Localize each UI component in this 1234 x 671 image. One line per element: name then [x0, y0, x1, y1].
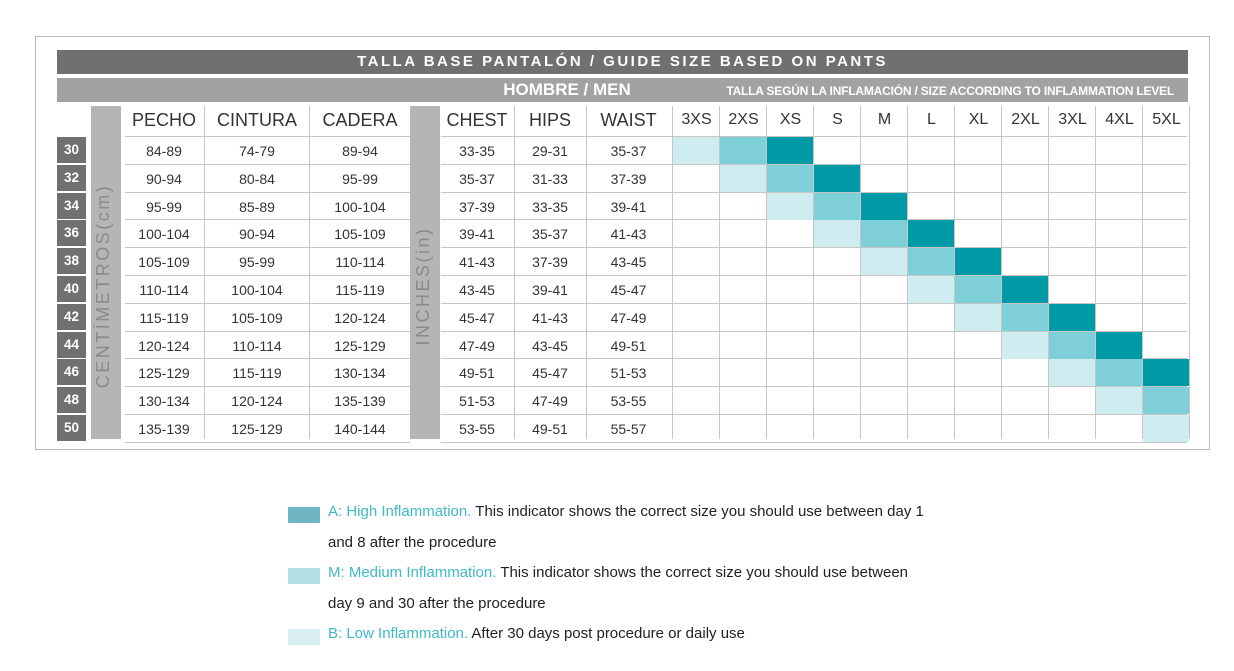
- level-cell-low: [1143, 415, 1189, 442]
- table-subtitle-bar: [57, 78, 1188, 102]
- cell-pecho: 105-109: [138, 254, 190, 270]
- table-title: TALLA BASE PANTALÓN / GUIDE SIZE BASED ON PANTS: [57, 50, 1188, 74]
- level-cell-low: [814, 220, 860, 247]
- table-subtitle: HOMBRE / MEN: [503, 80, 631, 99]
- row-line: [125, 414, 410, 415]
- legend-high: [328, 502, 924, 522]
- level-cell-medium: [720, 137, 766, 164]
- cell-chest: 37-39: [459, 199, 495, 215]
- row-line: [441, 414, 1187, 415]
- column-header-cintura: CINTURA: [217, 110, 297, 130]
- level-cell-low: [767, 193, 813, 220]
- cell-pecho: 115-119: [139, 310, 189, 326]
- row-size-30: 30: [57, 137, 86, 163]
- cell-chest: 51-53: [459, 393, 495, 409]
- row-size-34: 34: [57, 193, 86, 219]
- cell-chest: 47-49: [459, 338, 495, 354]
- legend-medium-text2: day 9 and 30 after the procedure: [328, 595, 546, 612]
- legend-medium: [328, 563, 908, 583]
- level-cell-low: [908, 276, 954, 303]
- row-line: [125, 303, 410, 304]
- cm-label: CENTÍMETROS(cm): [93, 183, 113, 389]
- row-size-50: 50: [57, 415, 86, 441]
- cell-cadera: 100-104: [334, 199, 386, 215]
- cell-cadera: 130-134: [334, 365, 386, 381]
- row-line: [441, 247, 1187, 248]
- size-header-xl: XL: [968, 111, 989, 128]
- cell-chest: 49-51: [459, 365, 495, 381]
- cell-pecho: 84-89: [146, 143, 182, 159]
- cell-chest: 39-41: [459, 226, 495, 242]
- legend-medium-text: This indicator shows the correct size you should use between: [496, 564, 908, 581]
- level-cell-high: [861, 193, 907, 220]
- row-size-40: 40: [57, 276, 86, 302]
- row-line: [441, 386, 1187, 387]
- row-size-38: 38: [57, 248, 86, 274]
- legend-low: [328, 624, 745, 644]
- cell-cadera: 125-129: [334, 338, 386, 354]
- level-cell-medium: [1096, 359, 1142, 386]
- level-cell-medium: [1002, 304, 1048, 331]
- level-cell-high: [908, 220, 954, 247]
- row-line: [441, 136, 1187, 137]
- size-column-separator: [1048, 106, 1049, 439]
- cell-pecho: 90-94: [146, 171, 182, 187]
- level-cell-low: [1096, 387, 1142, 414]
- level-cell-medium: [908, 248, 954, 275]
- level-cell-high: [767, 137, 813, 164]
- cell-hips: 47-49: [532, 393, 568, 409]
- cell-hips: 37-39: [532, 254, 568, 270]
- column-header-chest: CHEST: [446, 110, 508, 130]
- legend-high-text: This indicator shows the correct size you should use between day 1: [471, 503, 924, 520]
- cell-cintura: 100-104: [231, 282, 283, 298]
- size-header-2xs: 2XS: [728, 111, 759, 128]
- legend-high-key: A: High Inflammation.: [328, 503, 472, 520]
- cell-cintura: 120-124: [231, 393, 283, 409]
- level-cell-low: [673, 137, 719, 164]
- row-line: [125, 247, 410, 248]
- legend-high-swatch: [288, 507, 320, 523]
- row-size-42: 42: [57, 304, 86, 330]
- size-header-2xl: 2XL: [1011, 111, 1040, 128]
- size-header-xs: XS: [779, 111, 802, 128]
- row-line: [125, 331, 410, 332]
- cell-waist: 35-37: [610, 143, 647, 159]
- row-line: [125, 164, 410, 165]
- cell-cadera: 95-99: [342, 171, 378, 187]
- cell-cintura: 105-109: [231, 310, 283, 326]
- level-cell-high: [1002, 276, 1048, 303]
- row-line: [125, 442, 410, 443]
- level-cell-low: [955, 304, 1001, 331]
- level-cell-high: [955, 248, 1001, 275]
- cell-waist: 53-55: [610, 393, 647, 409]
- cell-cintura: 115-119: [232, 365, 282, 381]
- level-cell-medium: [767, 165, 813, 192]
- cell-chest: 53-55: [459, 421, 495, 437]
- cell-cintura: 85-89: [239, 199, 275, 215]
- cell-chest: 41-43: [459, 254, 495, 270]
- level-cell-low: [1049, 359, 1095, 386]
- cell-hips: 45-47: [532, 365, 568, 381]
- cell-cintura: 80-84: [239, 171, 275, 187]
- size-column-separator: [1189, 106, 1190, 439]
- size-header-5xl: 5XL: [1152, 111, 1181, 128]
- cell-waist: 41-43: [610, 226, 647, 242]
- cell-chest: 45-47: [459, 310, 495, 326]
- size-header-l: L: [927, 111, 936, 128]
- cell-hips: 39-41: [532, 282, 568, 298]
- cell-waist: 39-41: [610, 199, 647, 215]
- level-header: TALLA SEGÚN LA INFLAMACIÓN / SIZE ACCORDING TO INFLAMMATION LEVEL: [726, 84, 1174, 98]
- level-cell-low: [720, 165, 766, 192]
- size-header-m: M: [877, 111, 892, 128]
- legend-low-text: After 30 days post procedure or daily use: [468, 625, 745, 642]
- cell-pecho: 110-114: [139, 282, 189, 298]
- cell-hips: 35-37: [532, 226, 568, 242]
- level-cell-low: [1002, 332, 1048, 359]
- legend-medium-key: M: Medium Inflammation.: [328, 564, 497, 581]
- cell-waist: 45-47: [610, 282, 647, 298]
- cell-pecho: 100-104: [138, 226, 190, 242]
- cell-hips: 41-43: [532, 310, 568, 326]
- cell-hips: 31-33: [532, 171, 568, 187]
- size-column-separator: [813, 106, 814, 439]
- legend-medium-swatch: [288, 568, 320, 584]
- cell-cintura: 110-114: [232, 338, 282, 354]
- cell-hips: 43-45: [532, 338, 568, 354]
- cell-waist: 37-39: [610, 171, 647, 187]
- size-column-separator: [1001, 106, 1002, 439]
- cell-cadera: 140-144: [334, 421, 386, 437]
- cell-pecho: 130-134: [138, 393, 190, 409]
- column-header-pecho: PECHO: [131, 110, 196, 130]
- cell-cintura: 125-129: [231, 421, 283, 437]
- size-header-3xl: 3XL: [1058, 111, 1087, 128]
- row-line: [125, 386, 410, 387]
- cell-pecho: 125-129: [138, 365, 190, 381]
- size-header-4xl: 4XL: [1105, 111, 1134, 128]
- cell-chest: 33-35: [459, 143, 495, 159]
- column-header-cadera: CADERA: [322, 110, 398, 130]
- row-line: [125, 192, 410, 193]
- level-cell-high: [1049, 304, 1095, 331]
- cell-cintura: 95-99: [239, 254, 275, 270]
- row-size-36: 36: [57, 220, 86, 246]
- level-cell-high: [814, 165, 860, 192]
- level-cell-medium: [1049, 332, 1095, 359]
- column-header-waist: WAIST: [600, 110, 657, 130]
- cell-pecho: 120-124: [138, 338, 190, 354]
- cell-cadera: 120-124: [334, 310, 386, 326]
- column-header-hips: HIPS: [528, 110, 571, 130]
- row-size-32: 32: [57, 165, 86, 191]
- row-line: [125, 136, 410, 137]
- cell-waist: 55-57: [610, 421, 647, 437]
- row-line: [125, 275, 410, 276]
- in-label: INCHES(in): [413, 226, 433, 346]
- cell-chest: 35-37: [459, 171, 495, 187]
- legend-high-text2: and 8 after the procedure: [328, 534, 497, 551]
- cell-hips: 29-31: [532, 143, 568, 159]
- cell-pecho: 95-99: [146, 199, 182, 215]
- cell-waist: 49-51: [610, 338, 647, 354]
- size-header-s: S: [832, 111, 843, 128]
- row-size-46: 46: [57, 359, 86, 385]
- cell-hips: 49-51: [532, 421, 568, 437]
- level-cell-low: [861, 248, 907, 275]
- level-cell-high: [1096, 332, 1142, 359]
- cell-cadera: 89-94: [342, 143, 378, 159]
- cell-cadera: 105-109: [334, 226, 386, 242]
- cell-hips: 33-35: [532, 199, 568, 215]
- row-line: [441, 275, 1187, 276]
- cell-chest: 43-45: [459, 282, 495, 298]
- cell-pecho: 135-139: [138, 421, 190, 437]
- size-header-3xs: 3XS: [681, 111, 712, 128]
- level-cell-medium: [861, 220, 907, 247]
- legend-low-swatch: [288, 629, 320, 645]
- level-cell-medium: [814, 193, 860, 220]
- cell-waist: 51-53: [610, 365, 647, 381]
- cell-cintura: 74-79: [239, 143, 275, 159]
- cell-cadera: 115-119: [335, 282, 385, 298]
- level-cell-medium: [1143, 387, 1189, 414]
- level-cell-high: [1143, 359, 1189, 386]
- cell-cintura: 90-94: [239, 226, 275, 242]
- row-line: [441, 442, 1187, 443]
- row-size-48: 48: [57, 387, 86, 413]
- cell-cadera: 135-139: [334, 393, 386, 409]
- row-size-44: 44: [57, 332, 86, 358]
- cell-cadera: 110-114: [335, 254, 385, 270]
- cell-waist: 43-45: [610, 254, 647, 270]
- cell-waist: 47-49: [610, 310, 647, 326]
- legend-low-key: B: Low Inflammation.: [328, 625, 469, 642]
- level-cell-medium: [955, 276, 1001, 303]
